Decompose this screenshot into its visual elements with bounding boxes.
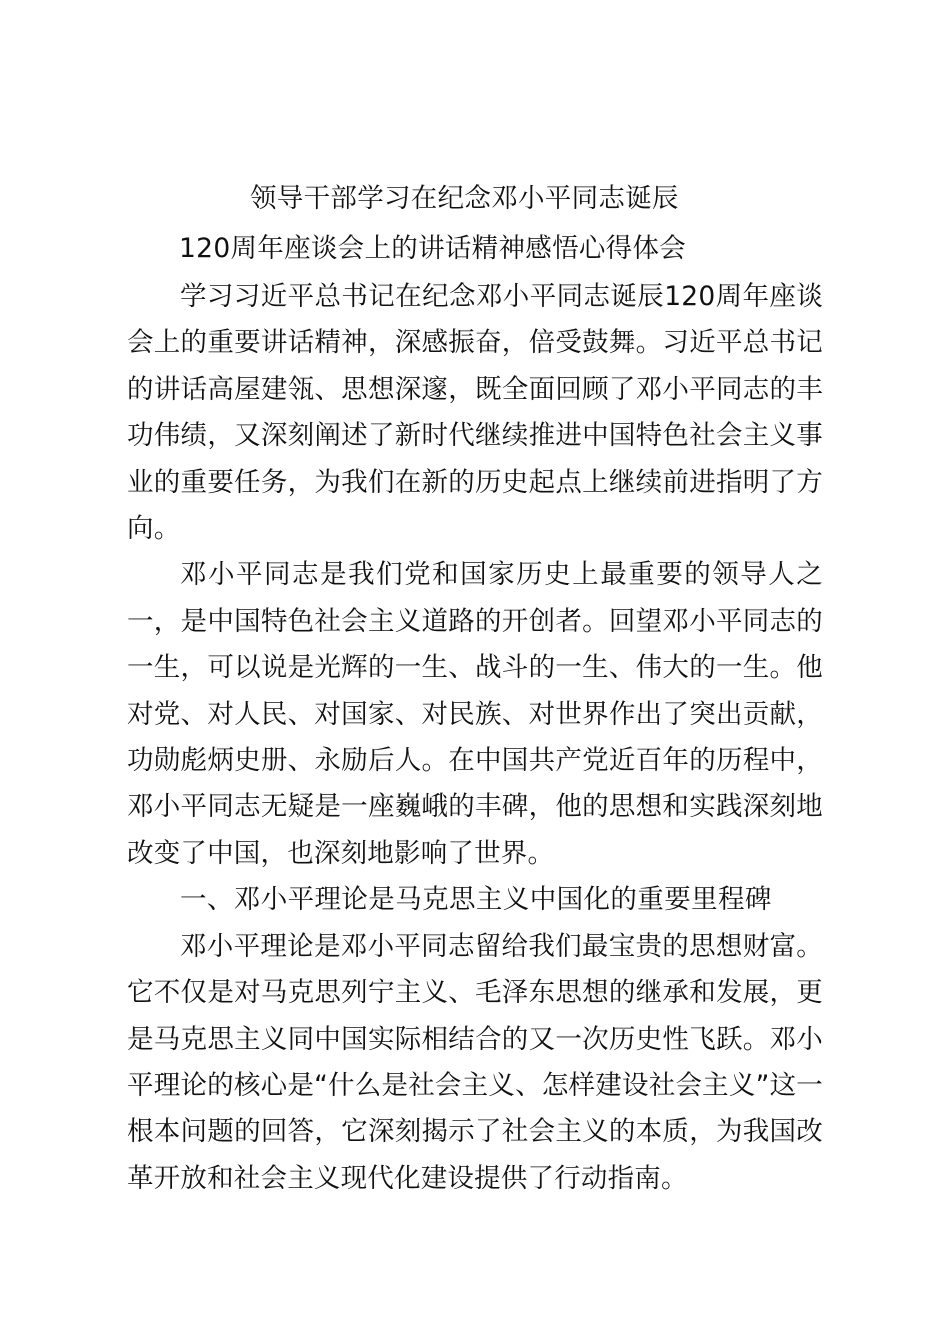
- document-body: [127, 178, 823, 1202]
- paragraph-deng-theory: 邓小平理论是邓小平同志留给我们最宝贵的思想财富。它不仅是对马克思列宁主义、毛泽东思想的继承和发展，更是马克思主义同中国实际相结合的又一次历史性飞跃。邓小平理论的核心是“什么是社会主义、怎样建设社会主义”这一根本问题的回答，它深刻揭示了社会主义的本质，为我国改革开放和社会主义现代化建设提供了行动指南。: [127, 930, 823, 1194]
- section-heading: 一、邓小平理论是马克思主义中国化的重要里程碑: [180, 884, 772, 916]
- document-title-line-1: 领导干部学习在纪念邓小平同志诞辰: [250, 183, 679, 214]
- paragraph-deng-xiaoping: 邓小平同志是我们党和国家历史上最重要的领导人之一，是中国特色社会主义道路的开创者。回望邓小平同志的一生，可以说是光辉的一生、战斗的一生、伟大的一生。他对党、对人民、对国家、对民族、对世界作出了突出贡献，功勋彪炳史册、永励后人。在中国共产党近百年的历程中，邓小平同志无疑是一座巍峨的丰碑，他的思想和实践深刻地改变了中国，也深刻地影响了世界。: [127, 559, 823, 869]
- paragraph-intro: 学习习近平总书记在纪念邓小平同志诞辰120周年座谈会上的重要讲话精神，深感振奋，倍受鼓舞。习近平总书记的讲话高屋建瓴、思想深邃，既全面回顾了邓小平同志的丰功伟绩，又深刻阐述了新时代继续推进中国特色社会主义事业的重要任务，为我们在新的历史起点上继续前进指明了方向。: [127, 281, 823, 545]
- document-title-line-2: 120周年座谈会上的讲话精神感悟心得体会: [179, 233, 687, 264]
